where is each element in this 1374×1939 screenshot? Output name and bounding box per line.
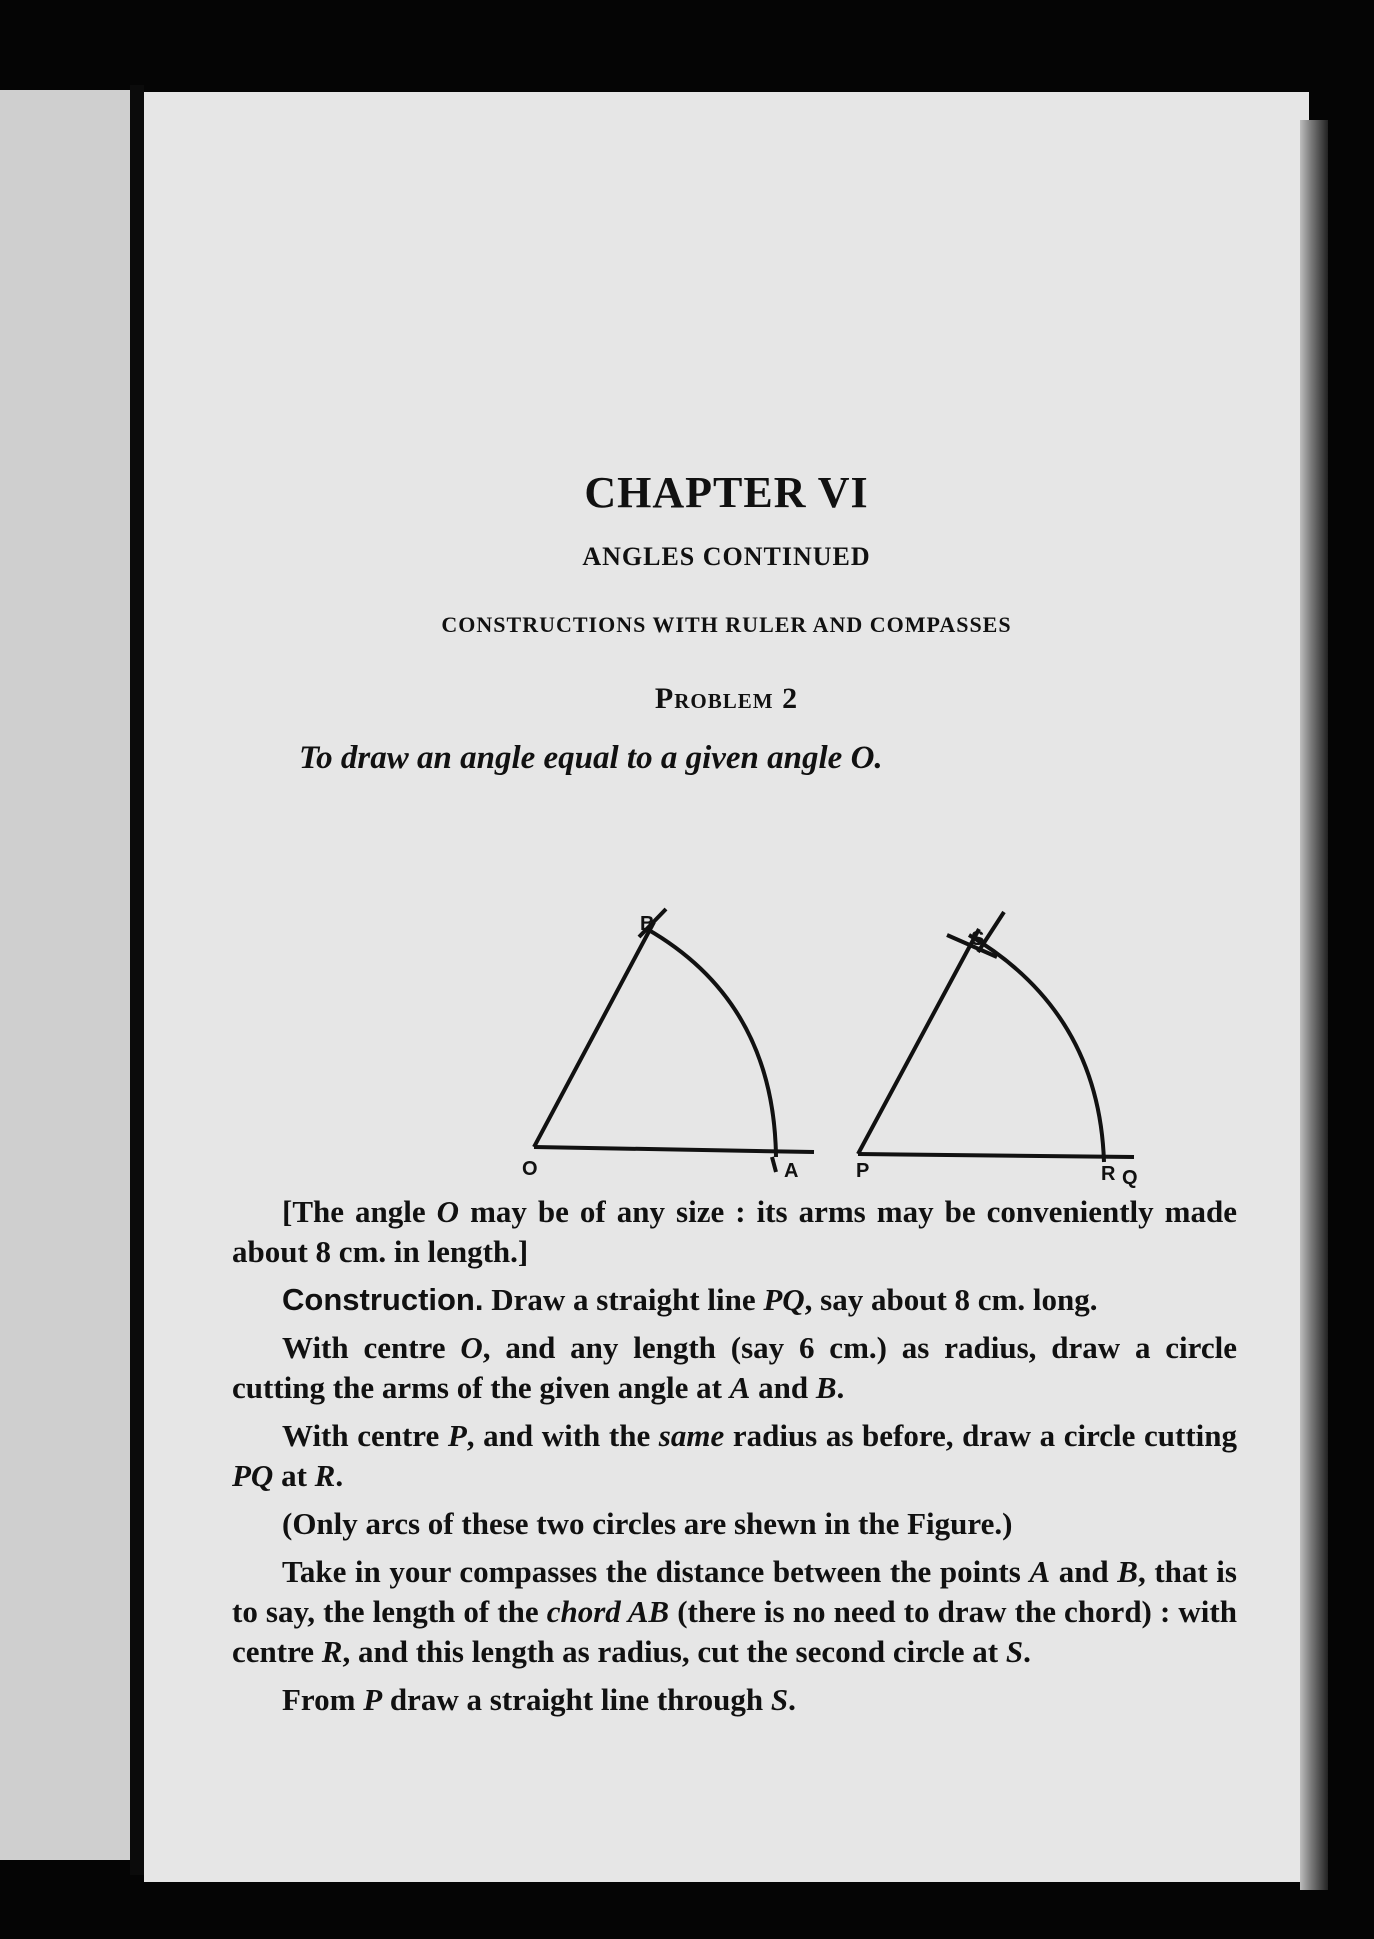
italic-text: S bbox=[1005, 1634, 1024, 1669]
arc-ab bbox=[647, 929, 776, 1157]
italic-text: PQ bbox=[232, 1458, 274, 1493]
given-angle-diagram bbox=[534, 909, 814, 1172]
page-edge-shadow bbox=[1300, 120, 1328, 1890]
chapter-title: CHAPTER VI bbox=[584, 468, 869, 517]
text-run: , that is to say, the length of the bbox=[232, 1554, 1237, 1629]
italic-text: same bbox=[658, 1418, 725, 1453]
subsection-title: CONSTRUCTIONS WITH RULER AND COMPASSES bbox=[441, 612, 1012, 637]
book-spine bbox=[130, 85, 144, 1875]
arm-ob bbox=[534, 922, 654, 1147]
text-run: (Only arcs of these two circles are shewn in the Figure.) bbox=[282, 1506, 1013, 1541]
body-paragraph bbox=[232, 1552, 1237, 1672]
text-run: [The angle bbox=[282, 1194, 437, 1229]
italic-text: R bbox=[314, 1458, 336, 1493]
italic-text: B bbox=[815, 1370, 837, 1405]
body-paragraph bbox=[232, 1192, 1237, 1272]
italic-text: R bbox=[321, 1634, 343, 1669]
label-q: Q bbox=[1122, 1167, 1138, 1189]
body-paragraph bbox=[232, 1504, 1237, 1544]
body-paragraph bbox=[232, 1280, 1237, 1320]
text-run: (there is no need to draw the chord) : with centre bbox=[232, 1594, 1237, 1669]
arm-oa bbox=[534, 1147, 814, 1152]
text-run: and bbox=[750, 1370, 816, 1405]
label-o: O bbox=[522, 1158, 538, 1180]
body-paragraph bbox=[232, 1680, 1237, 1720]
book-page bbox=[144, 92, 1309, 1882]
text-run: With centre bbox=[282, 1418, 448, 1453]
text-run: , and this length as radius, cut the second circle at bbox=[342, 1634, 1006, 1669]
text-run: may be of any size : its arms may be conveniently made about 8 cm. in length.] bbox=[232, 1194, 1237, 1269]
italic-text: A bbox=[729, 1370, 751, 1405]
italic-text: O bbox=[436, 1194, 460, 1229]
text-run: , and any length (say 6 cm.) as radius, draw a circle cutting the arms of the given angle at bbox=[232, 1330, 1237, 1405]
italic-text: chord AB bbox=[546, 1594, 670, 1629]
section-title: ANGLES CONTINUED bbox=[582, 542, 871, 571]
italic-text: A bbox=[1029, 1554, 1051, 1589]
italic-text: PQ bbox=[763, 1282, 805, 1317]
problem-statement: To draw an angle equal to a given angle O. bbox=[299, 740, 883, 776]
text-run: From bbox=[282, 1682, 364, 1717]
facing-page-edge bbox=[0, 90, 135, 1860]
construction-label: Construction. bbox=[282, 1282, 484, 1317]
label-a: A bbox=[784, 1160, 799, 1182]
copied-angle-diagram bbox=[858, 912, 1134, 1162]
line-ps bbox=[858, 929, 979, 1154]
label-b: B bbox=[640, 913, 655, 935]
label-s: S bbox=[971, 928, 985, 950]
italic-text: P bbox=[363, 1682, 383, 1717]
label-p: P bbox=[856, 1160, 870, 1182]
text-run: Take in your compasses the distance between the points bbox=[282, 1554, 1030, 1589]
text-run: With centre bbox=[282, 1330, 461, 1365]
italic-text: B bbox=[1117, 1554, 1138, 1589]
text-run: and bbox=[1050, 1554, 1118, 1589]
text-run: . bbox=[836, 1370, 845, 1405]
line-pq bbox=[858, 1154, 1134, 1157]
text-run: , and with the bbox=[466, 1418, 659, 1453]
text-run: . bbox=[335, 1458, 344, 1493]
tick-a bbox=[772, 1157, 776, 1172]
text-run: . bbox=[1023, 1634, 1031, 1669]
arc-rs bbox=[969, 935, 1104, 1162]
construction-figure bbox=[364, 812, 1184, 1202]
italic-text: P bbox=[447, 1418, 467, 1453]
text-run: . bbox=[788, 1682, 796, 1717]
text-run: at bbox=[273, 1458, 315, 1493]
problem-label: Problem 2 bbox=[654, 682, 799, 715]
text-run: draw a straight line through bbox=[382, 1682, 771, 1717]
italic-text: O bbox=[460, 1330, 483, 1365]
text-run: , say about 8 cm. long. bbox=[804, 1282, 1098, 1317]
text-run: Draw a straight line bbox=[483, 1282, 764, 1317]
text-run: radius as before, draw a circle cutting bbox=[724, 1418, 1237, 1453]
label-r: R bbox=[1101, 1163, 1116, 1185]
body-paragraph bbox=[232, 1328, 1237, 1408]
body-paragraph bbox=[232, 1416, 1237, 1496]
body-text bbox=[232, 1192, 1237, 1728]
italic-text: S bbox=[770, 1682, 789, 1717]
